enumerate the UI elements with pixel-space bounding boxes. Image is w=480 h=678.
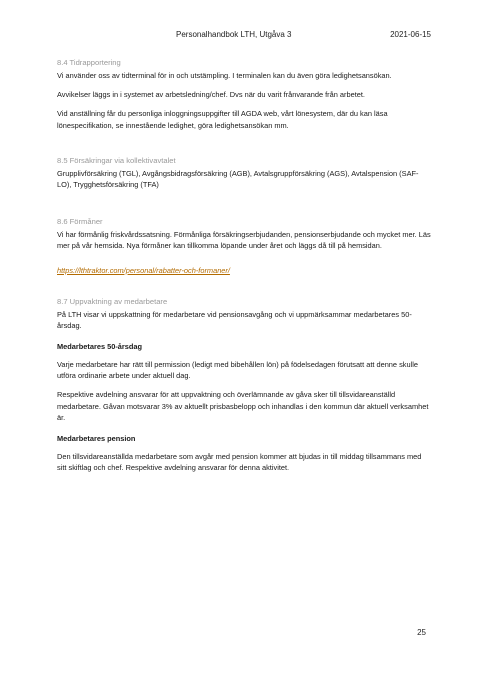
paragraph: Varje medarbetare har rätt till permission (ledigt med bibehållen lön) på födelsedagen förutsatt att denne skulle utföra ordinarie arbete under aktuell dag.	[57, 360, 418, 381]
paragraph: På LTH visar vi uppskattning för medarbetare vid pensionsavgång och vi uppmärksammar medarbetares 50-årsdag.	[57, 309, 412, 330]
header-title: Personalhandbok LTH, Utgåva 3	[176, 30, 292, 39]
subheading-50-arsdag: Medarbetares 50-årsdag	[57, 342, 143, 352]
subheading-pension: Medarbetares pension	[57, 434, 136, 444]
section-heading-uppvaktning: 8.7 Uppvaktning av medarbetare	[57, 296, 168, 306]
paragraph: Vi har förmånlig friskvårdssatsning. Förmånliga försäkringserbjudanden, pensionserbjudande och mycket mer. Läs mer på vår hemsida. Nya förmåner kan tillkomma löpande under året och läggs då till på hemsidan.	[57, 230, 431, 251]
paragraph: Den tillsvidareanställda medarbetare som avgår med pension kommer att bjudas in till middag tillsammans med sitt skiftlag och chef. Respektive avdelning ansvarar för denna aktivitet.	[57, 452, 422, 473]
paragraph: Grupplivförsäkring (TGL), Avgångsbidragsförsäkring (AGB), Avtalsgruppförsäkring (AGS), Avtalspension (SAF-LO), Trygghetsförsäkring (TFA)	[57, 168, 419, 190]
section-heading-formaner: 8.6 Förmåner	[57, 217, 103, 227]
header-date: 2021-06-15	[390, 30, 431, 39]
formaner-link[interactable]: https://lthtraktor.com/personal/rabatter-och-formaner/	[57, 265, 230, 275]
paragraph: Respektive avdelning ansvarar för att uppvaktning och överlämnande av gåva sker till tillsvidareanställd medarbetare. Gåvan motsvarar 3% av aktuellt prisbasbelopp och inhandlas i den kommun där aktuell verksamhet är.	[57, 390, 429, 422]
paragraph: Vi använder oss av tidterminal för in och utstämpling. I terminalen kan du även göra ledighetsansökan.	[57, 71, 392, 80]
section-heading-tidrapportering: 8.4 Tidrapportering	[57, 58, 121, 67]
page-number: 25	[417, 628, 426, 637]
section-heading-forsakringar: 8.5 Försäkringar via kollektivavtalet	[57, 155, 176, 165]
page-content	[57, 57, 431, 481]
paragraph: Vid anställning får du personliga inloggningsuppgifter till AGDA web, vårt lönesystem, där du kan läsa lönespecifikation, se innestående ledighet, göra ledighetsansökan mm.	[57, 109, 388, 130]
paragraph: Avvikelser läggs in i systemet av arbetsledning/chef. Dvs när du varit frånvarande från arbetet.	[57, 90, 365, 100]
